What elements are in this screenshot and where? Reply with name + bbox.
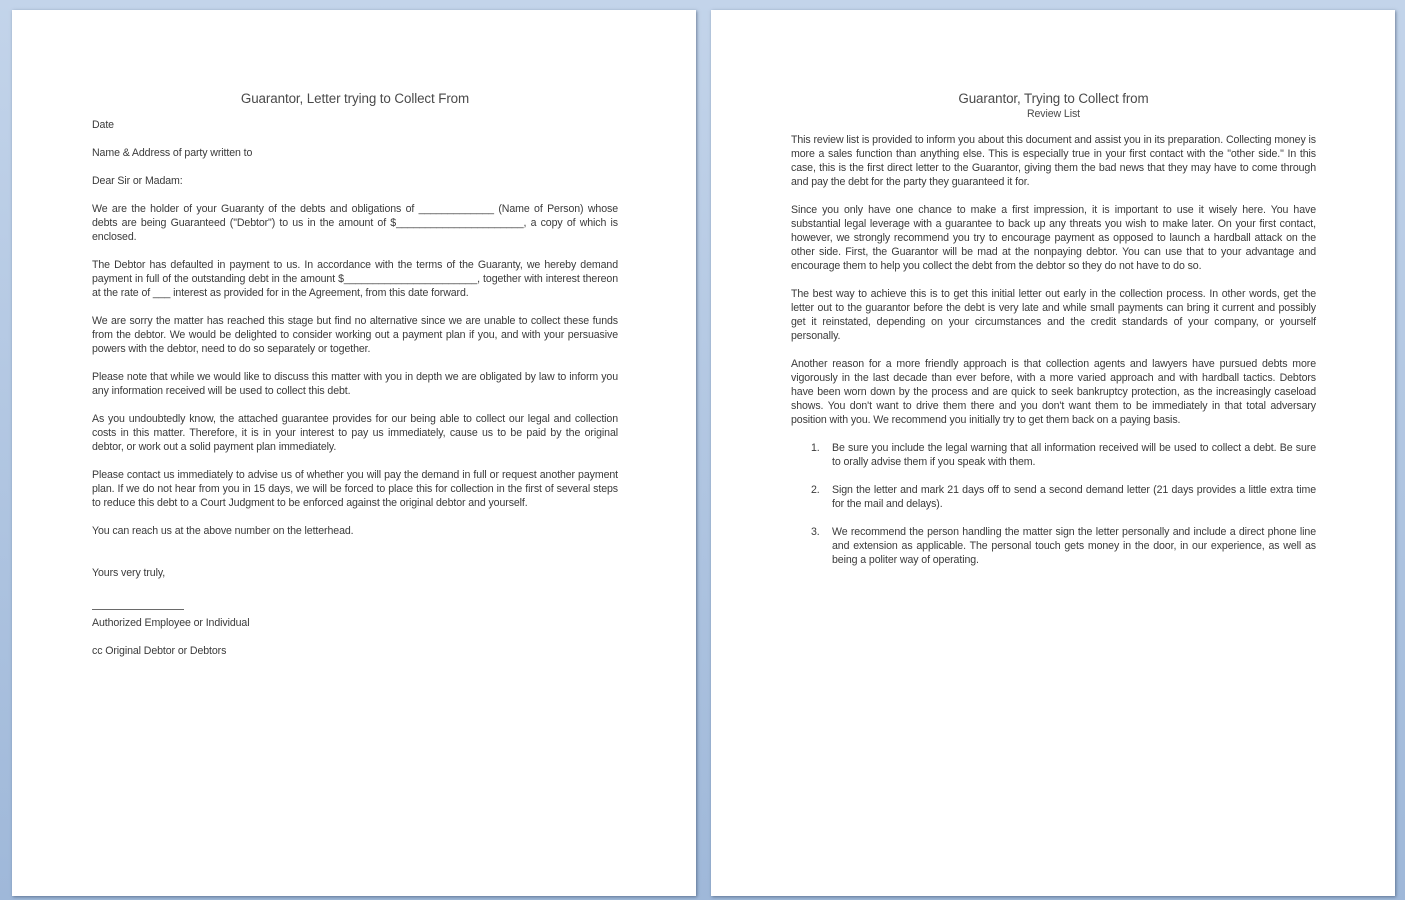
list-item: [791, 441, 1316, 469]
review-paragraph: The best way to achieve this is to get this initial letter out early in the collection process. In other words, get the letter out to the guarantor before the debt is very late and while small payments can bring it current and possibly get it reinstated, depending on your circumstances and the credit standards of your company, or yourself personally.: [791, 288, 1316, 342]
list-item-text: We recommend the person handling the matter sign the letter personally and include a direct phone line and extension as applicable. The personal touch gets money in the door, in our experience, as well as being a politer way of operating.: [832, 526, 1316, 566]
letter-date-line: Date: [92, 119, 114, 131]
list-item: [791, 525, 1316, 567]
list-item: [791, 483, 1316, 511]
letter-salutation: Dear Sir or Madam:: [92, 175, 183, 187]
letter-address-line: Name & Address of party written to: [92, 147, 253, 159]
letter-paragraph: We are sorry the matter has reached this stage but find no alternative since we are unable to collect these funds from the debtor. We would be delighted to consider working out a payment plan if you, and with your persuasive powers with the debtor, need to do so separately or together.: [92, 315, 618, 355]
letter-paragraph: We are the holder of your Guaranty of the debts and obligations of _____________ (Name of Person) whose debts are being Guaranteed ("Debtor") to us in the amount of $______________________, a copy of which is enclosed.: [92, 203, 618, 243]
review-paragraph: Another reason for a more friendly approach is that collection agents and lawyers have pursued debts more vigorously in the last decade than ever before, with a more varied approach and with hardball tactics. Debtors have been worn down by the process and are quick to seek bankruptcy protection, as the increasingly caseload shows. You don't want to drive them there and you don't want them to be immediately in that total adversary position with you. We recommend you initially try to get them back on a paying basis.: [791, 358, 1316, 426]
list-item-number: 1.: [811, 442, 820, 454]
letter-paragraph: The Debtor has defaulted in payment to us. In accordance with the terms of the Guaranty, we hereby demand payment in full of the outstanding debt in the amount $_______________________, together with interest thereon at the rate of ___ interest as provided for in the Agreement, from this date forward.: [92, 259, 618, 299]
review-title: Guarantor, Trying to Collect from: [958, 91, 1149, 106]
letter-paragraph: You can reach us at the above number on the letterhead.: [92, 525, 354, 537]
review-paragraph: This review list is provided to inform you about this document and assist you in its preparation. Collecting money is more a sales function than anything else. This is especially true in your first contact with the "other side." In this case, this is the first direct letter to the Guarantor, giving them the bad news that they may have to come through and pay the debt for the party they guaranteed it for.: [791, 134, 1316, 188]
list-item-text: Sign the letter and mark 21 days off to send a second demand letter (21 days provides a little extra time for the mail and delays).: [832, 484, 1316, 510]
document-page-letter: [12, 10, 696, 896]
letter-closing: Yours very truly,: [92, 567, 166, 579]
list-item-text: Be sure you include the legal warning that all information received will be used to collect a debt. Be sure to orally advise them if you speak with them.: [832, 442, 1316, 468]
signature-line: [92, 609, 184, 610]
letter-paragraph: Please contact us immediately to advise us of whether you will pay the demand in full or request another payment plan. If we do not hear from you in 15 days, we will be forced to place this for collection in the first of several steps to reduce this debt to a Court Judgment to be enforced against the original debtor and yourself.: [92, 469, 618, 509]
letter-paragraph: Please note that while we would like to discuss this matter with you in depth we are obligated by law to inform you any information received will be used to collect this debt.: [92, 371, 618, 397]
review-subtitle: Review List: [1026, 108, 1081, 120]
signature-label: Authorized Employee or Individual: [92, 617, 250, 629]
letter-title: Guarantor, Letter trying to Collect From: [240, 91, 470, 106]
review-paragraph: Since you only have one chance to make a first impression, it is important to use it wisely here. You have substantial legal leverage with a guarantee to back up any threats you wish to make later. On your first contact, however, we strongly recommend you try to encourage payment as opposed to launch a hardball attack on the other side. First, the Guarantor will be mad at the nonpaying debtor. You can use that to your advantage and encourage them to help you collect the debt from the debtor so they do not have to do so.: [791, 204, 1316, 272]
cc-line: cc Original Debtor or Debtors: [92, 645, 227, 657]
list-item-number: 3.: [811, 526, 820, 538]
letter-paragraph: As you undoubtedly know, the attached guarantee provides for our being able to collect our legal and collection costs in this matter. Therefore, it is in your interest to pay us immediately, cause us to be paid by the original debtor, or work out a solid payment plan immediately.: [92, 413, 618, 453]
review-numbered-list: [791, 441, 1316, 567]
list-item-number: 2.: [811, 484, 820, 496]
document-page-review-list: [711, 10, 1395, 896]
